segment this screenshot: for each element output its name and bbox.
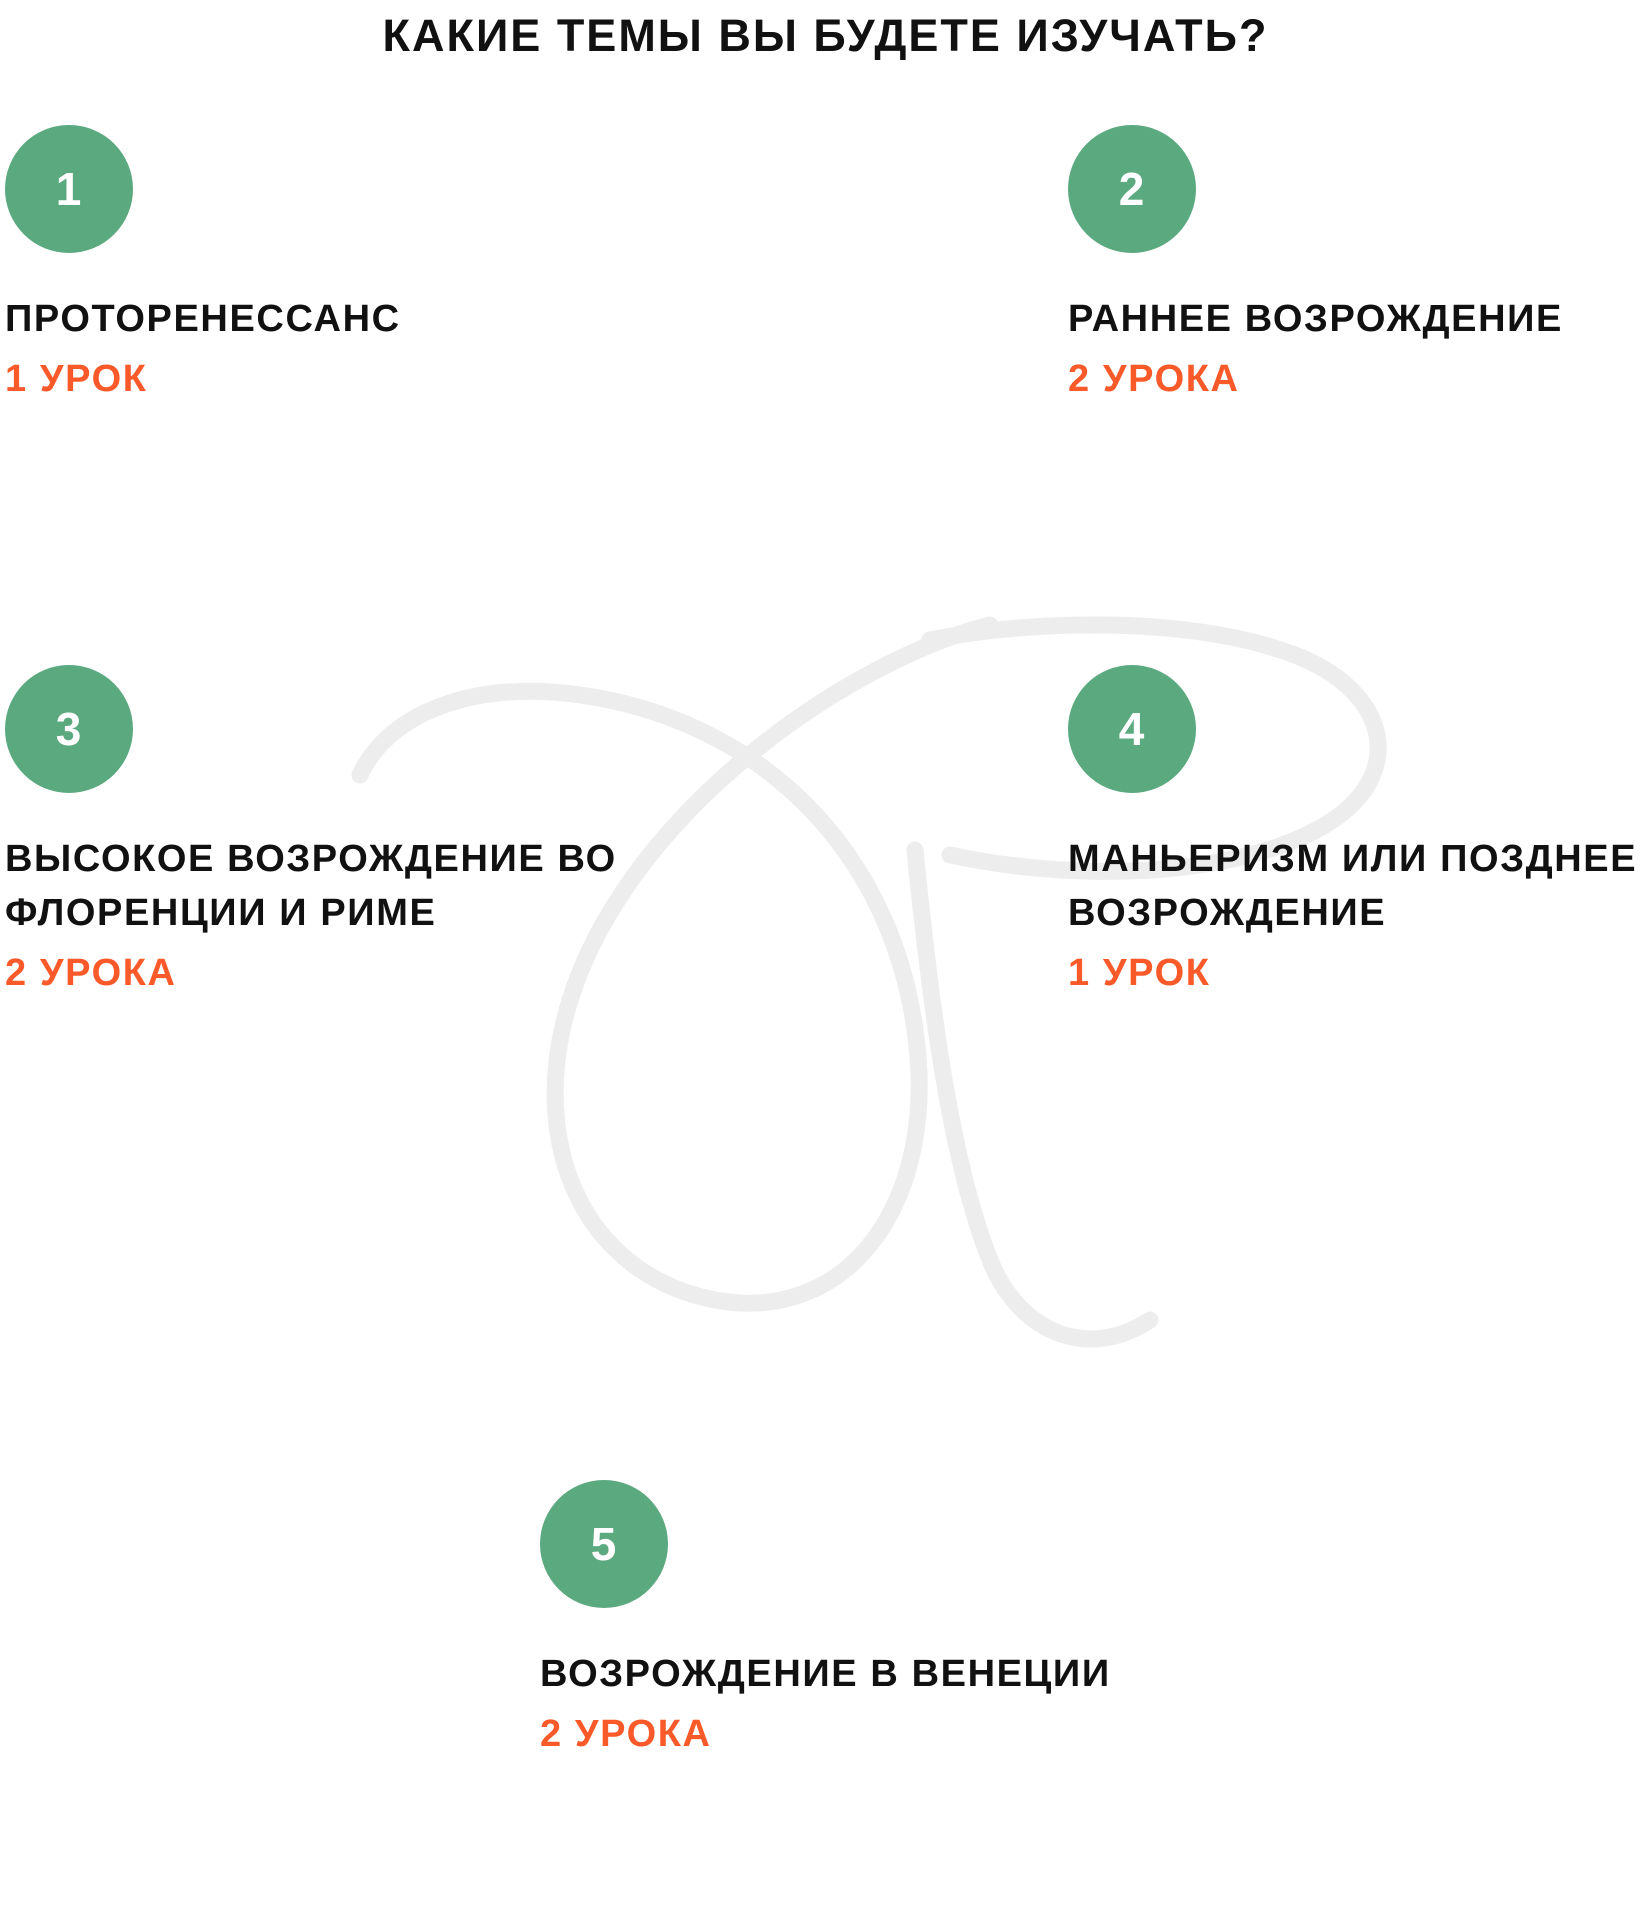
topic-item-1	[5, 125, 745, 407]
topic-lessons-count: 2 УРОКА	[540, 1712, 712, 1755]
topic-item-4	[1068, 665, 1651, 1001]
topic-item-5	[540, 1480, 1180, 1762]
topic-title: ПРОТОРЕНЕССАНС	[5, 298, 401, 340]
topic-title: ВЫСОКОЕ ВОЗРОЖДЕНИЕ ВО ФЛОРЕНЦИИ И РИМЕ	[5, 838, 617, 934]
topic-lessons-count: 2 УРОКА	[5, 951, 177, 994]
topic-title: РАННЕЕ ВОЗРОЖДЕНИЕ	[1068, 298, 1564, 340]
topic-lessons-count: 2 УРОКА	[1068, 357, 1240, 400]
topic-number-badge: 3	[5, 665, 133, 793]
page-title: КАКИЕ ТЕМЫ ВЫ БУДЕТЕ ИЗУЧАТЬ?	[382, 10, 1269, 61]
topic-lessons-count: 1 УРОК	[1068, 951, 1211, 994]
topic-item-3	[5, 665, 705, 1001]
topic-number-badge: 5	[540, 1480, 668, 1608]
topic-number-badge: 1	[5, 125, 133, 253]
topic-item-2	[1068, 125, 1651, 407]
topic-lessons-count: 1 УРОК	[5, 357, 148, 400]
topic-number-badge: 4	[1068, 665, 1196, 793]
topic-title: ВОЗРОЖДЕНИЕ В ВЕНЕЦИИ	[540, 1653, 1111, 1695]
topic-title: МАНЬЕРИЗМ ИЛИ ПОЗДНЕЕ ВОЗРОЖДЕНИЕ	[1068, 838, 1638, 934]
topic-number-badge: 2	[1068, 125, 1196, 253]
